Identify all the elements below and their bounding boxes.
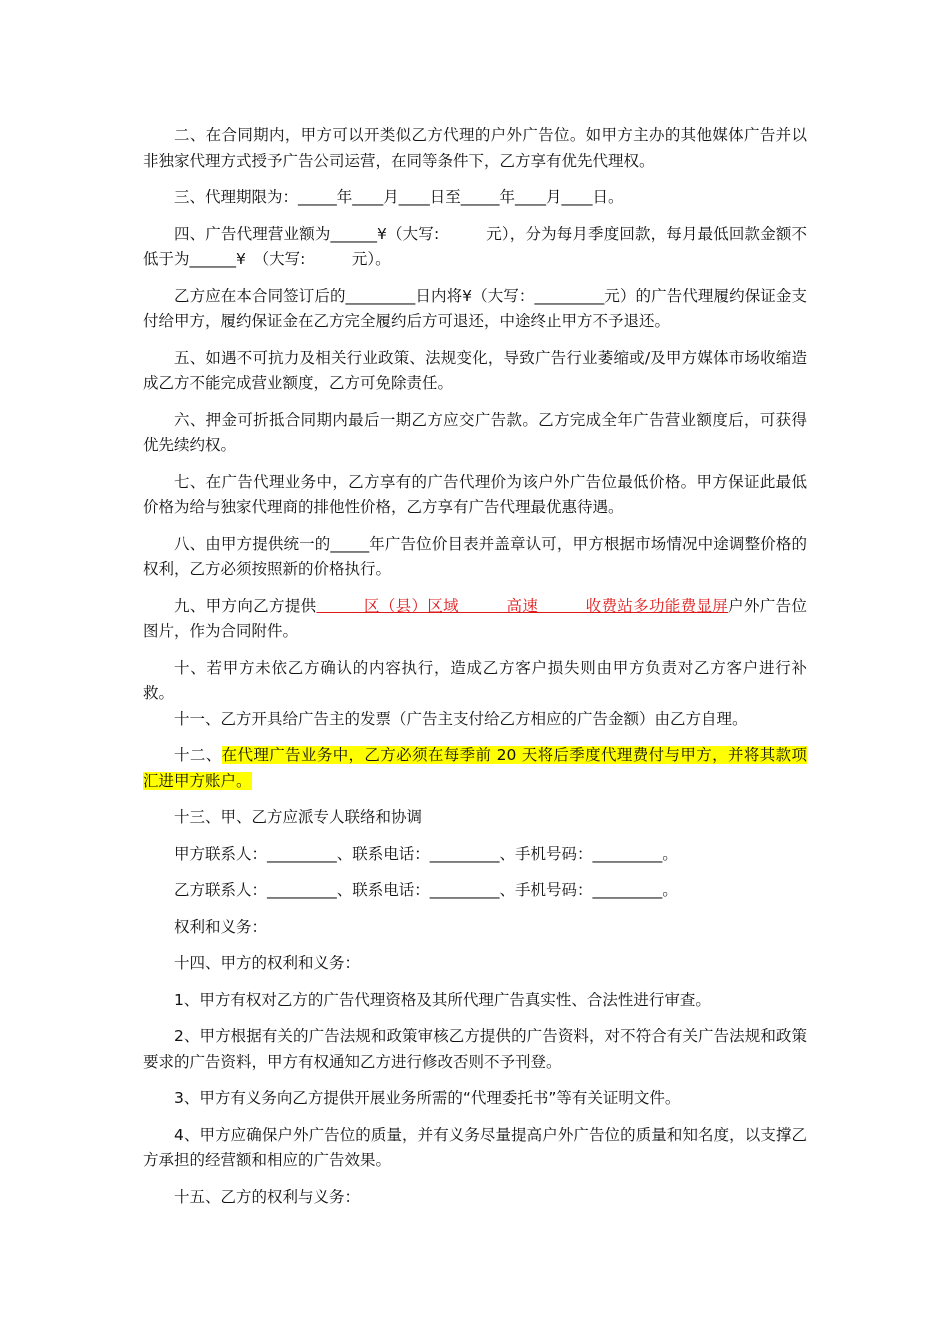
clause-9-suffix: 户外广告位图片，作为合同附件。: [143, 596, 807, 640]
clause-14-item-2: 2、甲方根据有关的广告法规和政策审核乙方提供的广告资料，对不符合有关广告法规和政策要求的广告资料，甲方有权通知乙方进行修改否则不予刊登。: [143, 1027, 807, 1071]
clause-14-item-4: 4、甲方应确保户外广告位的质量，并有义务尽量提高户外广告位的质量和知名度，以支撑乙方承担的经营额和相应的广告效果。: [143, 1125, 807, 1169]
clause-3-agency-term: 三、代理期限为：_____年____月____日至_____年____月____日。: [174, 188, 624, 206]
clause-14-item-1: 1、甲方有权对乙方的广告代理资格及其所代理广告真实性、合法性进行审查。: [174, 990, 711, 1009]
clause-13: 十三、甲、乙方应派专人联络和协调: [174, 808, 423, 826]
clause-12-prefix: 十二、: [174, 746, 222, 764]
clause-14-item-3: 3、甲方有义务向乙方提供开展业务所需的“代理委托书”等有关证明文件。: [174, 1089, 681, 1107]
clause-9: [143, 594, 807, 645]
rights-heading: 权利和义务：: [174, 917, 268, 936]
clause-4-revenue: 四、广告代理营业额为______¥（大写: 元），分为每月季度回款，每月最低回款金额不低于为______¥ （大写: 元）。: [143, 224, 807, 268]
clause-5: 五、如遇不可抗力及相关行业政策、法规变化，导致广告行业萎缩或/及甲方媒体市场收缩造成乙方不能完成营业额度，乙方可免除责任。: [143, 348, 807, 392]
clause-10: 十、若甲方未依乙方确认的内容执行，造成乙方客户损失则由甲方负责对乙方客户进行补救。: [143, 658, 807, 702]
clause-2: 二、在合同期内，甲方可以开类似乙方代理的户外广告位。如甲方主办的其他媒体广告并以非独家代理方式授予广告公司运营，在同等条件下，乙方享有优先代理权。: [143, 126, 807, 170]
clause-6: 六、押金可折抵合同期内最后一期乙方应交广告款。乙方完成全年广告营业额度后，可获得优先续约权。: [143, 410, 807, 454]
clause-12-highlighted-text: 在代理广告业务中，乙方必须在每季前 20 天将后季度代理费付与甲方，并将其款项汇进甲方账户。: [143, 746, 807, 790]
clause-15-heading: 十五、乙方的权利与义务：: [174, 1187, 361, 1206]
contact-party-a: 甲方联系人：_________、联系电话：_________、手机号码：_________。: [174, 844, 678, 863]
clause-14-heading: 十四、甲方的权利和义务：: [174, 954, 361, 972]
clause-12: [143, 743, 807, 794]
clause-8: 八、由甲方提供统一的_____年广告位价目表并盖章认可，甲方根据市场情况中途调整价格的权利，乙方必须按照新的价格执行。: [143, 534, 807, 578]
clause-9-location-text: 区（县）区域 高速 收费站多功能费显屏: [316, 596, 729, 615]
contact-party-b: 乙方联系人：_________、联系电话：_________、手机号码：_________。: [174, 881, 678, 899]
clause-11: 十一、乙方开具给广告主的发票（广告主支付给乙方相应的广告金额）由乙方自理。: [174, 709, 748, 728]
clause-7: 七、在广告代理业务中，乙方享有的广告代理价为该户外广告位最低价格。甲方保证此最低价格为给与独家代理商的排他性价格，乙方享有广告代理最优惠待遇。: [143, 472, 807, 516]
clause-9-prefix: 九、甲方向乙方提供: [174, 596, 317, 615]
clause-4-deposit: 乙方应在本合同签订后的_________日内将¥（大写：_________元）的广告代理履约保证金支付给甲方，履约保证金在乙方完全履约后方可退还，中途终止甲方不予退还。: [143, 286, 807, 330]
